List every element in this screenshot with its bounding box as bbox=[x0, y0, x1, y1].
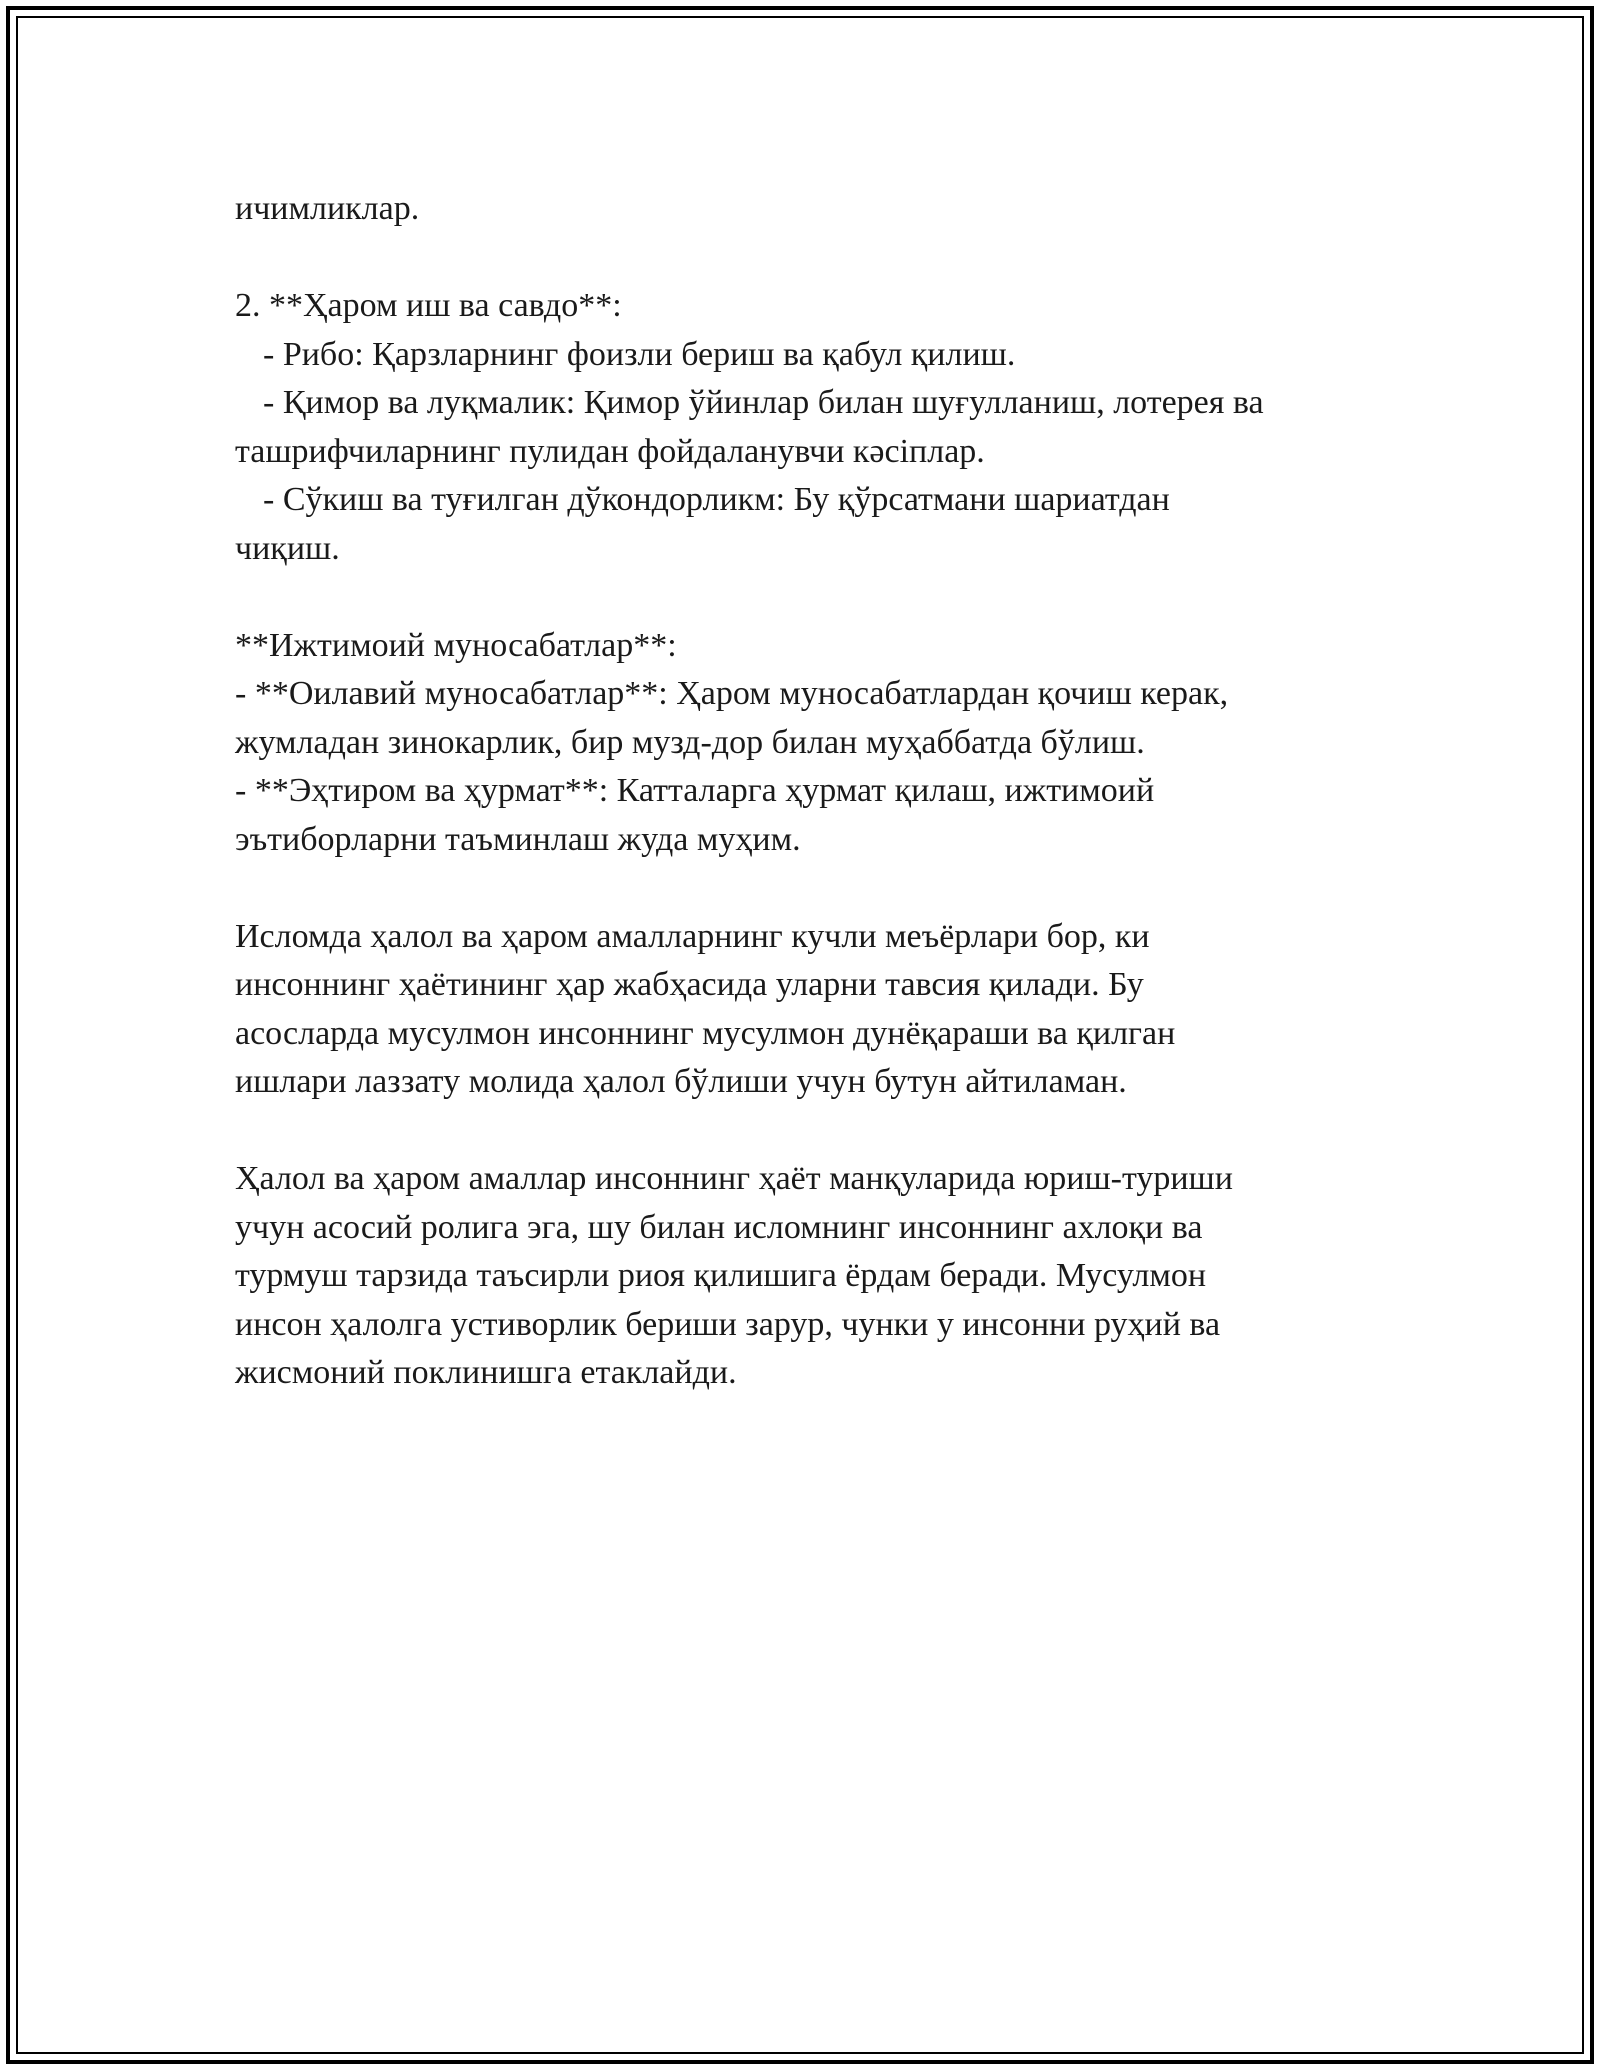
list-item: - Рибо: Қарзларнинг фоизли бериш ва қабул қилиш. bbox=[263, 335, 1016, 373]
blank-line bbox=[235, 1107, 1415, 1156]
text-line: эътиборларни таъминлаш жуда муҳим. bbox=[235, 820, 801, 858]
paragraph-line: ишлари лаззату молида ҳалол бўлиши учун бутун айтиламан. bbox=[235, 1063, 1127, 1100]
list-item: - Сўкиш ва туғилган дўкондорликм: Бу қўрсатмани шариатдан bbox=[263, 481, 1170, 518]
paragraph-line: инсон ҳалолга устиворлик бериши зарур, чунки у инсонни руҳий ва bbox=[235, 1305, 1221, 1343]
paragraph-line: турмуш тарзида таъсирли риоя қилишига ёрдам беради. Мусулмон bbox=[235, 1257, 1207, 1294]
document-body bbox=[235, 185, 1415, 1398]
list-item: - Қимор ва луқмалик: Қимор ўйинлар билан шуғулланиш, лотерея ва bbox=[263, 384, 1264, 421]
list-item: - **Оилавий муносабатлар**: Ҳаром муносабатлардан қочиш керак, bbox=[235, 675, 1229, 712]
paragraph-line: инсоннинг ҳаётининг ҳар жабҳасида уларни тавсия қилади. Бу bbox=[235, 966, 1144, 1003]
blank-line bbox=[235, 573, 1415, 622]
text-line: жумладан зинокарлик, бир музд-дор билан муҳаббатда бўлиш. bbox=[235, 723, 1145, 761]
text-line: ичимликлар. bbox=[235, 190, 420, 227]
blank-line bbox=[235, 864, 1415, 913]
blank-line bbox=[235, 234, 1415, 283]
list-item: - **Эҳтиром ва ҳурмат**: Катталарга ҳурмат қилаш, ижтимоий bbox=[235, 772, 1155, 809]
section-heading: 2. **Ҳаром иш ва савдо**: bbox=[235, 287, 622, 324]
section-heading: **Ижтимоий муносабатлар**: bbox=[235, 626, 677, 664]
paragraph-line: учун асосий ролига эга, шу билан исломнинг инсоннинг ахлоқи ва bbox=[235, 1208, 1203, 1246]
text-line: ташрифчиларнинг пулидан фойдаланувчи кәсіплар. bbox=[235, 432, 985, 470]
text-line: чиқиш. bbox=[235, 529, 340, 567]
paragraph-line: Исломда ҳалол ва ҳаром амалларнинг кучли меъёрлари бор, ки bbox=[235, 917, 1150, 955]
paragraph-line: жисмоний поклинишга етаклайди. bbox=[235, 1354, 737, 1391]
paragraph-line: асосларда мусулмон инсоннинг мусулмон дунёқараши ва қилган bbox=[235, 1014, 1176, 1052]
paragraph-line: Ҳалол ва ҳаром амаллар инсоннинг ҳаёт манқуларида юриш-туриши bbox=[235, 1160, 1233, 1197]
